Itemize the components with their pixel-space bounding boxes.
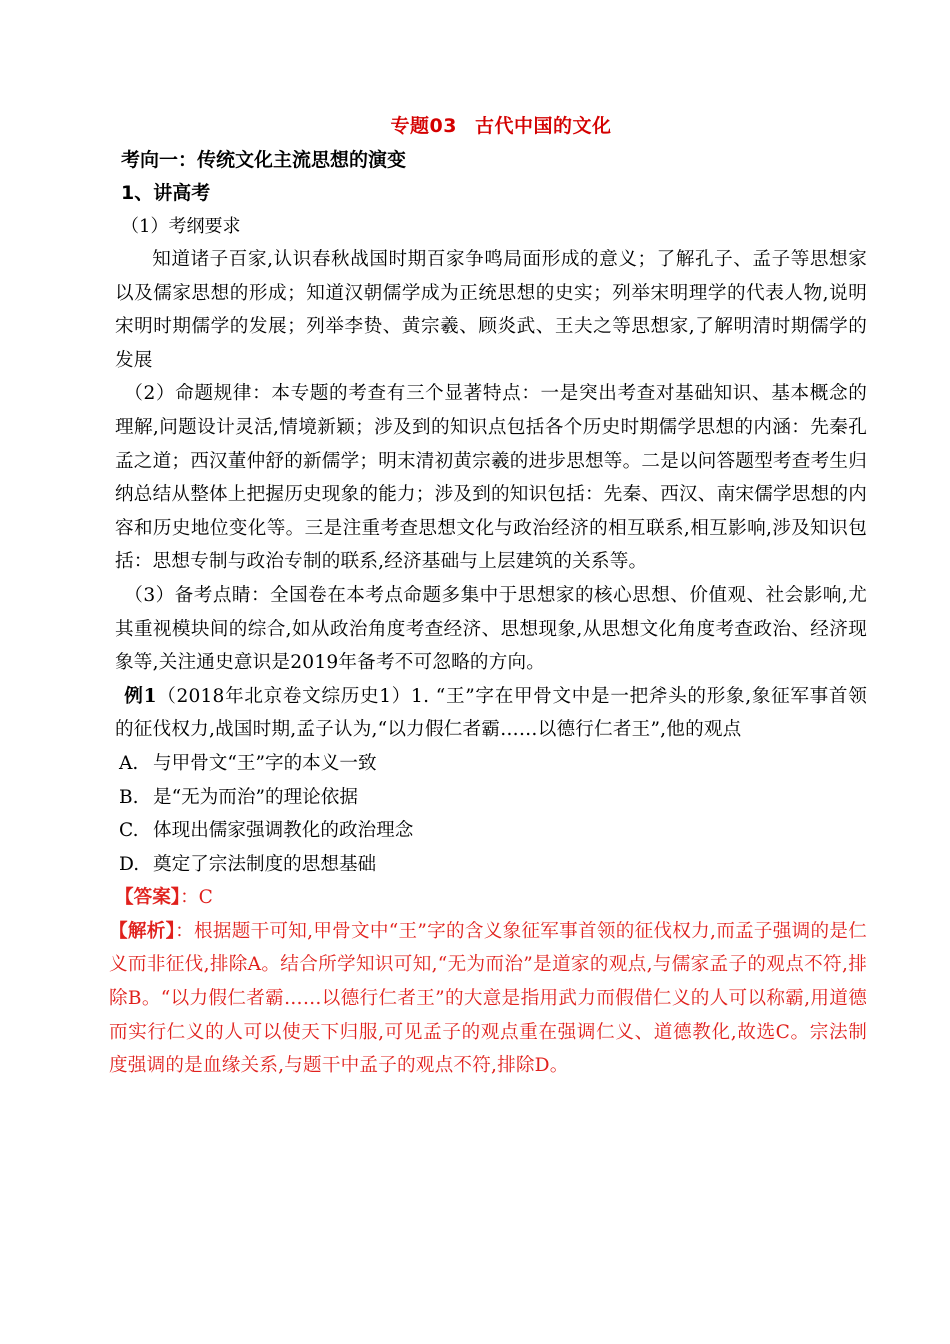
example-question [115, 680, 867, 747]
answer-line [115, 881, 867, 915]
option-text: 体现出儒家强调教化的政治理念 [153, 820, 414, 842]
option-d [115, 848, 867, 882]
option-text: 奠定了宗法制度的思想基础 [153, 853, 377, 875]
option-text: 与甲骨文“王”字的本义一致 [153, 752, 377, 774]
title-text: 古代中国的文化 [474, 115, 612, 137]
option-letter: B. [119, 786, 139, 808]
option-c [115, 814, 867, 848]
option-letter: C. [119, 820, 139, 842]
analysis-text: ：根据题干可知,甲骨文中“王”字的含义象征军事首领的征伐权力,而孟子强调的是仁义而非征伐,排除A。结合所学知识可知,“无为而治”是道家的观点,与儒家孟子的观点不符,排除B。“以力假仁者霸……以德行仁者王”的大意是指用武力而假借仁义的人可以称霸,用道德而实行仁义的人可以使天下归服,可见孟子的观点重在强调仁义、道德教化,故选C。宗法制度强调的是血缘关系,与题干中孟子的观点不符,排除D。 [109, 920, 867, 1077]
answer-value: ：C [180, 887, 213, 909]
tips-paragraph: （3）备考点睛：全国卷在本考点命题多集中于思想家的核心思想、价值观、社会影响,尤其重视模块间的综合,如从政治角度考查经济、思想现象,从思想文化角度考查政治、经济现象等,关注通史意识是2019年备考不可忽略的方向。 [115, 584, 867, 674]
option-a [115, 747, 867, 781]
rules-paragraph: （2）命题规律：本专题的考查有三个显著特点：一是突出考查对基础知识、基本概念的理解,问题设计灵活,情境新颖；涉及到的知识点包括各个历史时期儒学思想的内涵：先秦孔孟之道；西汉董仲舒的新儒学；明末清初黄宗羲的进步思想等。二是以问答题型考查考生归纳总结从整体上把握历史现象的能力；涉及到的知识包括：先秦、西汉、南宋儒学思想的内容和历史地位变化等。三是注重考查思想文化与政治经济的相互联系,相互影响,涉及知识包括：思想专制与政治专制的联系,经济基础与上层建筑的关系等。 [115, 383, 867, 573]
example-text: （2018年北京卷文综历史1）1. “王”字在甲骨文中是一把斧头的形象,象征军事首领的征伐权力,战国时期,孟子认为,“以力假仁者霸……以德行仁者王”,他的观点 [115, 685, 868, 741]
option-letter: A. [119, 752, 139, 774]
analysis-paragraph [109, 915, 867, 1083]
document-page [109, 108, 868, 1083]
section-heading: 考向一：传统文化主流思想的演变 [121, 149, 407, 171]
part-heading: 1、讲高考 [121, 182, 211, 204]
syllabus-label: （1）考纲要求 [121, 216, 241, 237]
option-letter: D. [119, 853, 140, 875]
example-label: 例1 [124, 685, 157, 707]
answer-tag: 【答案】 [115, 887, 181, 909]
option-b [115, 781, 867, 815]
title-number: 专题03 [390, 115, 457, 137]
option-text: 是“无为而治”的理论依据 [153, 786, 358, 808]
page-title [115, 108, 867, 144]
syllabus-text: 知道诸子百家,认识春秋战国时期百家争鸣局面形成的意义；了解孔子、孟子等思想家以及儒家思想的形成；知道汉朝儒学成为正统思想的史实；列举宋明理学的代表人物,说明宋明时期儒学的发展；列举李贽、黄宗羲、顾炎武、王夫之等思想家,了解明清时期儒学的发展 [115, 249, 867, 371]
analysis-tag: 【解析】 [109, 920, 176, 942]
